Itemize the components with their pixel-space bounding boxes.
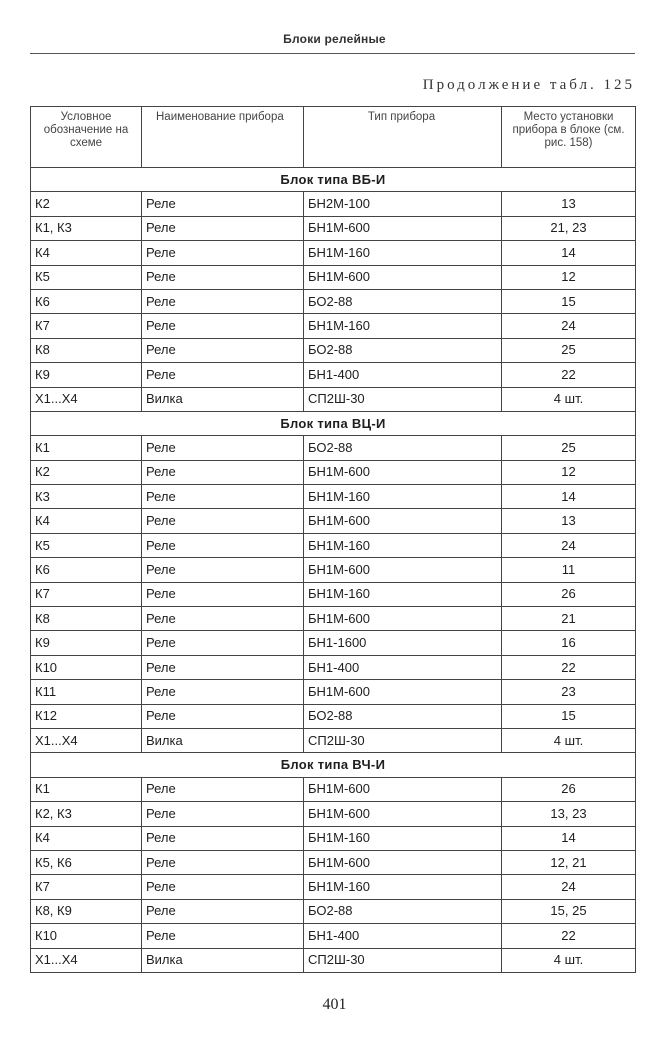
cell-device-name: Реле <box>142 924 304 948</box>
cell-device-type: БН1-400 <box>304 655 502 679</box>
table-row <box>31 533 636 557</box>
table-row <box>31 216 636 240</box>
cell-device-type: БН1М-600 <box>304 216 502 240</box>
cell-mount-place: 11 <box>502 558 636 582</box>
header-rule <box>30 53 635 54</box>
cell-device-name: Реле <box>142 655 304 679</box>
cell-device-name: Реле <box>142 777 304 801</box>
cell-designation: К8 <box>31 338 142 362</box>
table-row <box>31 924 636 948</box>
cell-device-type: БН1М-600 <box>304 265 502 289</box>
cell-device-name: Реле <box>142 607 304 631</box>
cell-designation: Х1...Х4 <box>31 387 142 411</box>
table-row <box>31 948 636 972</box>
cell-designation: К5, К6 <box>31 850 142 874</box>
table-body <box>31 168 636 973</box>
table-row <box>31 777 636 801</box>
table-continuation-label: Продолжение табл. 125 <box>422 77 635 93</box>
cell-mount-place: 26 <box>502 582 636 606</box>
cell-mount-place: 25 <box>502 338 636 362</box>
table-row <box>31 582 636 606</box>
cell-designation: К8 <box>31 607 142 631</box>
table-row <box>31 485 636 509</box>
cell-device-type: БН1М-160 <box>304 875 502 899</box>
cell-device-name: Реле <box>142 265 304 289</box>
cell-designation: К1 <box>31 777 142 801</box>
table-row <box>31 363 636 387</box>
table-row <box>31 655 636 679</box>
cell-device-type: БН1М-600 <box>304 680 502 704</box>
cell-device-type: СП2Ш-30 <box>304 948 502 972</box>
cell-mount-place: 12 <box>502 460 636 484</box>
table-row <box>31 314 636 338</box>
table-row <box>31 436 636 460</box>
cell-device-type: БН1-400 <box>304 924 502 948</box>
cell-designation: К1 <box>31 436 142 460</box>
cell-device-type: БО2-88 <box>304 899 502 923</box>
header-designation: Условное обозначение на схеме <box>31 107 142 168</box>
cell-mount-place: 26 <box>502 777 636 801</box>
cell-device-type: БН1М-600 <box>304 850 502 874</box>
cell-device-name: Реле <box>142 850 304 874</box>
cell-device-name: Реле <box>142 826 304 850</box>
cell-designation: К5 <box>31 265 142 289</box>
cell-mount-place: 13, 23 <box>502 802 636 826</box>
cell-mount-place: 14 <box>502 485 636 509</box>
cell-designation: Х1...Х4 <box>31 728 142 752</box>
cell-designation: К12 <box>31 704 142 728</box>
cell-device-type: БН1М-160 <box>304 533 502 557</box>
cell-device-type: БО2-88 <box>304 289 502 313</box>
cell-device-type: БН1М-160 <box>304 826 502 850</box>
cell-mount-place: 13 <box>502 192 636 216</box>
cell-mount-place: 13 <box>502 509 636 533</box>
cell-designation: К6 <box>31 289 142 313</box>
cell-device-type: БН1М-600 <box>304 802 502 826</box>
table-row <box>31 899 636 923</box>
cell-device-name: Реле <box>142 216 304 240</box>
cell-designation: К7 <box>31 875 142 899</box>
page-number: 401 <box>322 996 347 1013</box>
cell-mount-place: 4 шт. <box>502 387 636 411</box>
cell-device-type: БО2-88 <box>304 338 502 362</box>
cell-device-type: БО2-88 <box>304 436 502 460</box>
cell-designation: К9 <box>31 363 142 387</box>
cell-mount-place: 24 <box>502 314 636 338</box>
table-row <box>31 338 636 362</box>
cell-designation: К6 <box>31 558 142 582</box>
header-device-type: Тип прибора <box>304 107 502 168</box>
table-row <box>31 241 636 265</box>
cell-mount-place: 22 <box>502 363 636 387</box>
cell-designation: К3 <box>31 485 142 509</box>
cell-designation: К4 <box>31 826 142 850</box>
cell-mount-place: 24 <box>502 875 636 899</box>
cell-device-name: Реле <box>142 485 304 509</box>
section-row <box>31 168 636 192</box>
cell-device-type: БН1М-600 <box>304 607 502 631</box>
cell-device-name: Реле <box>142 899 304 923</box>
cell-mount-place: 12, 21 <box>502 850 636 874</box>
cell-mount-place: 4 шт. <box>502 728 636 752</box>
cell-mount-place: 22 <box>502 924 636 948</box>
relay-blocks-table <box>30 106 636 973</box>
cell-device-name: Реле <box>142 875 304 899</box>
cell-device-type: БН1М-600 <box>304 509 502 533</box>
cell-device-type: БН1М-160 <box>304 485 502 509</box>
header-mount-place: Место установки прибора в блоке (см. рис. 158) <box>502 107 636 168</box>
cell-mount-place: 15 <box>502 289 636 313</box>
cell-device-type: БН1М-600 <box>304 460 502 484</box>
cell-device-name: Реле <box>142 241 304 265</box>
cell-device-name: Реле <box>142 338 304 362</box>
cell-device-type: БН2М-100 <box>304 192 502 216</box>
cell-mount-place: 25 <box>502 436 636 460</box>
cell-device-type: БН1М-160 <box>304 241 502 265</box>
cell-designation: К11 <box>31 680 142 704</box>
table-row <box>31 728 636 752</box>
cell-device-type: БН1М-160 <box>304 314 502 338</box>
table-row <box>31 509 636 533</box>
section-row <box>31 753 636 777</box>
cell-device-name: Реле <box>142 582 304 606</box>
cell-mount-place: 14 <box>502 826 636 850</box>
cell-mount-place: 16 <box>502 631 636 655</box>
table-row <box>31 875 636 899</box>
cell-device-type: БН1М-600 <box>304 558 502 582</box>
cell-mount-place: 12 <box>502 265 636 289</box>
cell-device-name: Вилка <box>142 948 304 972</box>
cell-designation: К4 <box>31 509 142 533</box>
table-row <box>31 802 636 826</box>
cell-device-type: БО2-88 <box>304 704 502 728</box>
cell-designation: К7 <box>31 582 142 606</box>
cell-device-name: Реле <box>142 363 304 387</box>
table-row <box>31 631 636 655</box>
cell-designation: К7 <box>31 314 142 338</box>
cell-mount-place: 14 <box>502 241 636 265</box>
table-row <box>31 289 636 313</box>
cell-designation: Х1...Х4 <box>31 948 142 972</box>
running-head: Блоки релейные <box>283 32 386 46</box>
cell-designation: К2, К3 <box>31 802 142 826</box>
cell-device-type: БН1М-160 <box>304 582 502 606</box>
table-row <box>31 850 636 874</box>
table-row <box>31 192 636 216</box>
table-row <box>31 265 636 289</box>
cell-designation: К4 <box>31 241 142 265</box>
table-row <box>31 607 636 631</box>
section-title: Блок типа ВБ-И <box>31 168 636 192</box>
cell-device-name: Реле <box>142 314 304 338</box>
cell-device-type: СП2Ш-30 <box>304 387 502 411</box>
table-header-row <box>31 107 636 168</box>
cell-device-name: Реле <box>142 533 304 557</box>
cell-designation: К10 <box>31 924 142 948</box>
section-row <box>31 411 636 435</box>
cell-device-type: СП2Ш-30 <box>304 728 502 752</box>
cell-device-name: Вилка <box>142 728 304 752</box>
cell-designation: К8, К9 <box>31 899 142 923</box>
table-row <box>31 680 636 704</box>
cell-device-name: Реле <box>142 704 304 728</box>
table-row <box>31 826 636 850</box>
cell-designation: К10 <box>31 655 142 679</box>
table-row <box>31 704 636 728</box>
cell-designation: К1, К3 <box>31 216 142 240</box>
cell-device-name: Реле <box>142 192 304 216</box>
cell-device-type: БН1-400 <box>304 363 502 387</box>
cell-device-name: Реле <box>142 680 304 704</box>
cell-device-name: Реле <box>142 631 304 655</box>
cell-device-type: БН1-1600 <box>304 631 502 655</box>
cell-mount-place: 4 шт. <box>502 948 636 972</box>
cell-device-name: Вилка <box>142 387 304 411</box>
table-row <box>31 460 636 484</box>
cell-device-type: БН1М-600 <box>304 777 502 801</box>
cell-designation: К9 <box>31 631 142 655</box>
cell-mount-place: 21 <box>502 607 636 631</box>
table-row <box>31 387 636 411</box>
cell-device-name: Реле <box>142 460 304 484</box>
cell-device-name: Реле <box>142 436 304 460</box>
cell-designation: К5 <box>31 533 142 557</box>
cell-device-name: Реле <box>142 509 304 533</box>
cell-device-name: Реле <box>142 802 304 826</box>
cell-designation: К2 <box>31 460 142 484</box>
table-row <box>31 558 636 582</box>
cell-designation: К2 <box>31 192 142 216</box>
cell-mount-place: 21, 23 <box>502 216 636 240</box>
cell-device-name: Реле <box>142 558 304 582</box>
cell-mount-place: 15, 25 <box>502 899 636 923</box>
section-title: Блок типа ВЦ-И <box>31 411 636 435</box>
section-title: Блок типа ВЧ-И <box>31 753 636 777</box>
cell-mount-place: 15 <box>502 704 636 728</box>
cell-mount-place: 22 <box>502 655 636 679</box>
cell-mount-place: 23 <box>502 680 636 704</box>
header-device-name: Наименование прибора <box>142 107 304 168</box>
cell-mount-place: 24 <box>502 533 636 557</box>
cell-device-name: Реле <box>142 289 304 313</box>
